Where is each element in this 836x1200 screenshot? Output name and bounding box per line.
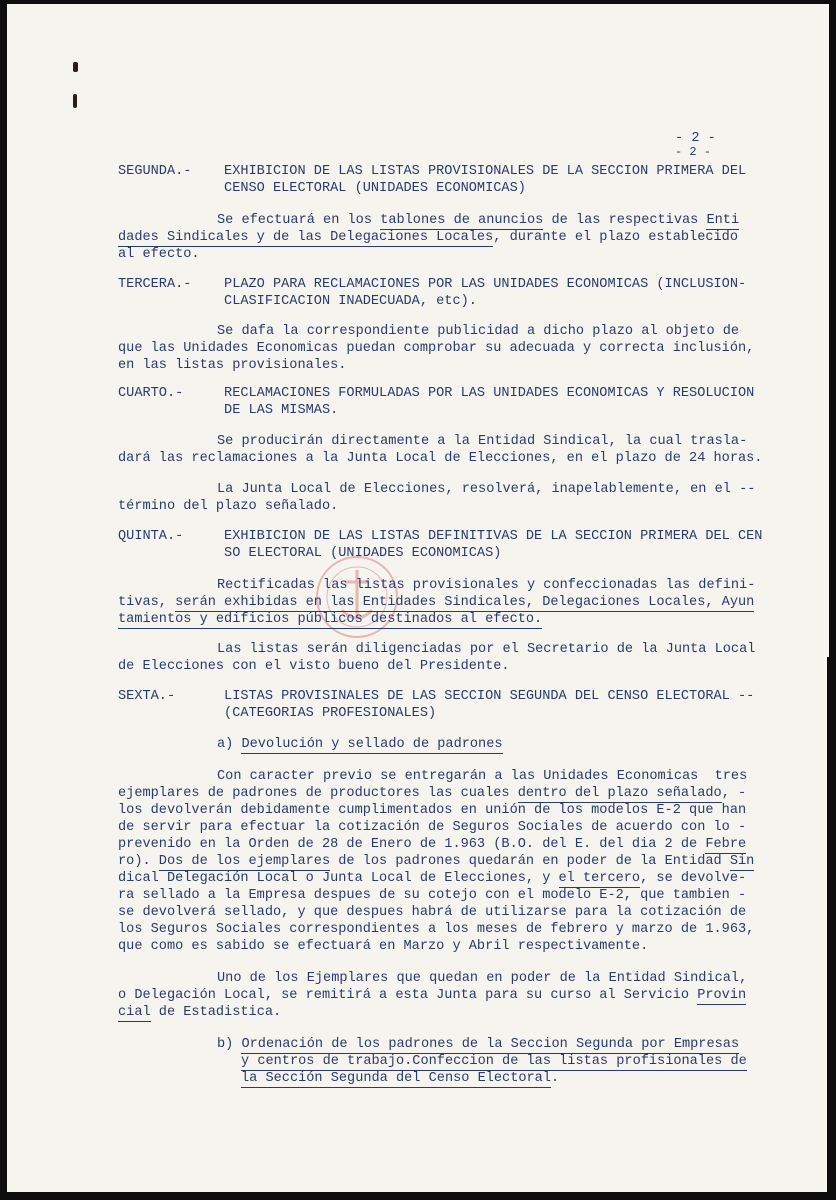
scan-edge [827, 657, 836, 1197]
text-line: Se efectuará en los tablones de anuncios de las respectivas Enti [217, 213, 740, 228]
text-line: Rectificadas las listas provisionales y confeccionadas las defini- [217, 578, 756, 593]
text-line: ejemplares de padrones de productores las cuales dentro del plazo señalado, - [118, 786, 747, 801]
section-heading: CUARTO.- RECLAMACIONES FORMULADAS POR LAS UNIDADES ECONOMICAS Y RESOLUCION [118, 386, 755, 401]
text-line: Se dafa la correspondiente publicidad a dicho plazo al objeto de [217, 324, 740, 339]
text-line: La Junta Local de Elecciones, resolverá, inapelablemente, en el -- [217, 482, 756, 497]
text-line: al efecto. [118, 247, 200, 262]
subsection-heading: a) Devolución y sellado de padrones [217, 737, 503, 752]
text-line: se devolverá sellado, y que despues habrá de utilizarse para la cotización de [118, 905, 747, 920]
section-heading: QUINTA.- EXHIBICION DE LAS LISTAS DEFINITIVAS DE LA SECCION PRIMERA DEL CEN [118, 529, 763, 544]
text-line: o Delegación Local, se remitirá a esta Junta para su curso al Servicio Provin [118, 988, 747, 1003]
text-line: en las listas provisionales. [118, 358, 347, 373]
section-heading: CENSO ELECTORAL (UNIDADES ECONOMICAS) [118, 181, 526, 196]
page-number: - 2 - [675, 131, 716, 146]
text-line: término del plazo señalado. [118, 499, 339, 514]
subsection-heading: y centros de trabajo.Confeccion de las listas profisionales de [241, 1054, 747, 1069]
text-line: Se producirán directamente a la Entidad Sindical, la cual trasla- [217, 434, 748, 449]
text-line: Uno de los Ejemplares que quedan en poder de la Entidad Sindical, [217, 971, 748, 986]
document-page [7, 4, 829, 1192]
section-heading: SEGUNDA.- EXHIBICION DE LAS LISTAS PROVISIONALES DE LA SECCION PRIMERA DEL [118, 164, 747, 179]
section-heading: CLASIFICACION INADECUADA, etc). [118, 294, 477, 309]
text-line: que las Unidades Economicas puedan comprobar su adecuada y correcta inclusión, [118, 341, 755, 356]
page-number-secondary: - 2 - [675, 145, 712, 159]
section-heading: SEXTA.- LISTAS PROVISINALES DE LAS SECCION SEGUNDA DEL CENSO ELECTORAL -- [118, 689, 755, 704]
text-line: ra sellado a la Empresa despues de su cotejo con el modelo E-2, que tambien - [118, 888, 747, 903]
text-line: cial de Estadistica. [118, 1005, 282, 1020]
text-line: ro). Dos de los ejemplares de los padrones quedarán en poder de la Entidad Sin [118, 854, 755, 869]
text-line: los Seguros Sociales correspondientes a los meses de febrero y marzo de 1.963, [118, 922, 755, 937]
section-heading: SO ELECTORAL (UNIDADES ECONOMICAS) [118, 546, 502, 561]
section-heading: (CATEGORIAS PROFESIONALES) [118, 706, 437, 721]
punch-hole-mark [73, 62, 78, 72]
text-line: tamientos y edificios públicos destinados al efecto. [118, 612, 543, 627]
text-line: dical Delegación Local o Junta Local de Elecciones, y el tercero, se devolve- [118, 871, 747, 886]
subsection-heading: b) Ordenación de los padrones de la Seccion Segunda por Empresas [217, 1037, 740, 1052]
text-line: los devolverán debidamente cumplimentados en unión de los modelos E-2 que han [118, 803, 747, 818]
text-line: Las listas serán diligenciadas por el Secretario de la Junta Local [217, 642, 756, 657]
text-line: prevenido en la Orden de 28 de Enero de 1.963 (B.O. del E. del dia 2 de Febre [118, 837, 747, 852]
punch-hole-mark [73, 94, 77, 108]
section-heading: TERCERA.- PLAZO PARA RECLAMACIONES POR LAS UNIDADES ECONOMICAS (INCLUSION- [118, 277, 747, 292]
text-line: de servir para efectuar la cotización de Seguros Sociales de acuerdo con lo - [118, 820, 747, 835]
text-line: tivas, serán exhibidas en las Entidades Sindicales, Delegaciones Locales, Ayun [118, 595, 755, 610]
text-line: dades Sindicales y de las Delegaciones Locales, durante el plazo establecido [118, 230, 738, 245]
text-line: de Elecciones con el visto bueno del Presidente. [118, 659, 510, 674]
subsection-heading: la Sección Segunda del Censo Electoral. [241, 1071, 560, 1086]
text-line: que como es sabido se efectuará en Marzo y Abril respectivamente. [118, 939, 649, 954]
section-heading: DE LAS MISMAS. [118, 403, 339, 418]
text-line: Con caracter previo se entregarán a las Unidades Economicas tres [217, 769, 748, 784]
text-line: dará las reclamaciones a la Junta Local de Elecciones, en el plazo de 24 horas. [118, 451, 763, 466]
